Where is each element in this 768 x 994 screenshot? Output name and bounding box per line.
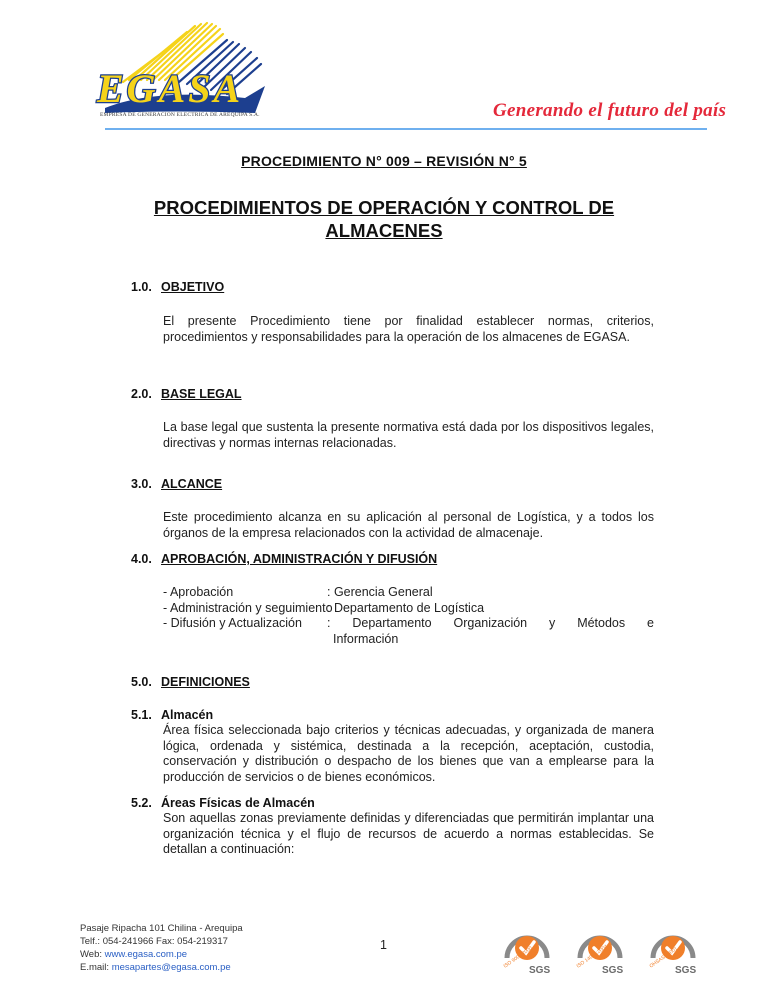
footer-web-label: Web: — [80, 949, 103, 960]
definition-title-areas-fisicas: Áreas Físicas de Almacén — [161, 796, 315, 810]
section-title-objetivo: OBJETIVO — [161, 280, 225, 294]
document-title-line2: ALMACENES — [325, 220, 443, 241]
page-number: 1 — [380, 938, 387, 952]
certification-badges — [497, 918, 701, 976]
section-number: 5.0. — [131, 675, 152, 689]
section-text-alcance: Este procedimiento alcanza en su aplicación al personal de Logística, y a todos los órganos de la empresa relacionados con la actividad de almacenaje. — [163, 510, 654, 540]
checkmark-badge-icon — [497, 918, 555, 976]
footer-address: Pasaje Ripacha 101 Chilina - Arequipa — [80, 923, 243, 934]
section-title-definiciones: DEFINICIONES — [161, 675, 250, 689]
company-full-name: EMPRESA DE GENERACION ELECTRICA DE AREQUIPA S.A. — [100, 112, 260, 118]
section-number: 4.0. — [131, 552, 152, 566]
svg-text:OHSAS 18001: OHSAS 18001 — [648, 945, 679, 970]
section-title-alcance: ALCANCE — [161, 477, 223, 491]
checkmark-badge-icon — [570, 918, 628, 976]
list-item-value: : Departamento de Logística — [327, 600, 485, 615]
list-item — [163, 616, 654, 632]
section-number: 2.0. — [131, 387, 152, 401]
procedure-code: PROCEDIMIENTO N° 009 – REVISIÓN N° 5 — [241, 153, 527, 169]
document-title-line1: PROCEDIMIENTOS DE OPERACIÓN Y CONTROL DE — [153, 197, 615, 218]
section-title-base-legal: BASE LEGAL — [161, 387, 242, 401]
slogan: Generando el futuro del país — [493, 100, 727, 121]
svg-text:ISO 9001:2000: ISO 9001:2000 — [502, 945, 534, 970]
footer-phone: Telf.: 054-241966 Fax: 054-219317 — [80, 936, 228, 947]
header-divider — [105, 128, 707, 130]
sgs-iso14001-badge — [570, 918, 628, 976]
section-number: 1.0. — [131, 280, 152, 294]
egasa-logo — [75, 18, 285, 118]
footer-email-label: E.mail: — [80, 962, 110, 973]
definition-title-almacen: Almacén — [161, 708, 214, 722]
list-item — [163, 601, 654, 617]
list-item-value: : Gerencia General — [327, 585, 433, 599]
svg-text:ISO 14001:2004: ISO 14001:2004 — [575, 943, 609, 970]
svg-text:EGASA: EGASA — [97, 66, 244, 111]
list-item-label: - Administración y seguimiento — [163, 600, 333, 615]
footer-web-link[interactable]: www.egasa.com.pe — [104, 949, 188, 960]
definition-text-areas-fisicas: Son aquellas zonas previamente definidas y diferenciadas que permitirán implantar una organización técnica y el flujo de recursos de acuerdo a normas establecidas. Se detallan a continuación: — [163, 811, 654, 856]
list-item — [163, 585, 654, 601]
definition-number: 5.1. — [131, 708, 152, 722]
section-text-objetivo: El presente Procedimiento tiene por finalidad establecer normas, criterios, procedimientos y responsabilidades para la operación de los almacenes de EGASA. — [163, 314, 654, 344]
section-number: 3.0. — [131, 477, 152, 491]
footer-web-row — [80, 948, 243, 961]
section-text-base-legal: La base legal que sustenta la presente normativa está dada por los dispositivos legales, directivas y normas internas relacionadas. — [163, 420, 654, 450]
list-item-label: - Difusión y Actualización — [163, 616, 302, 630]
footer-contact — [80, 922, 243, 974]
definition-text-almacen: Área física seleccionada bajo criterios y técnicas adecuadas, y organizada de manera lógica, ordenada y sistémica, destinada a la recepción, aceptación, custodia, conservación y distribución o despacho de los bienes que van a emplearse para la producción de servicios o de bienes económicos. — [163, 723, 654, 784]
sgs-iso9001-badge — [497, 918, 555, 976]
footer-email-link[interactable]: mesapartes@egasa.com.pe — [111, 962, 231, 973]
svg-text:SGS: SGS — [602, 965, 624, 976]
list-item-value: : Departamento Organización y Métodos e — [327, 616, 654, 630]
svg-text:SGS: SGS — [675, 965, 697, 976]
section-title-aprobacion: APROBACIÓN, ADMINISTRACIÓN Y DIFUSIÓN — [161, 552, 438, 566]
footer-email-row — [80, 961, 243, 974]
definition-number: 5.2. — [131, 796, 152, 810]
svg-text:SGS: SGS — [529, 965, 551, 976]
sgs-ohsas18001-badge — [643, 918, 701, 976]
document-title — [140, 196, 628, 242]
list-item-value-continuation: Información — [333, 631, 399, 646]
checkmark-badge-icon — [643, 918, 701, 976]
list-item-label: - Aprobación — [163, 585, 234, 599]
responsibility-list — [163, 585, 654, 647]
